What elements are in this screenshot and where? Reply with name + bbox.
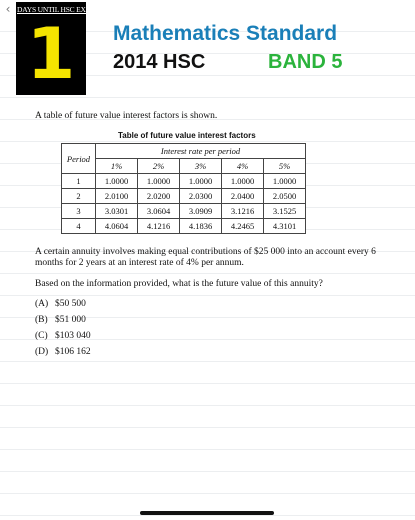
home-indicator[interactable] (140, 511, 274, 515)
exam-countdown-box (16, 2, 98, 95)
countdown-label: DAYS UNTIL HSC EXAM (17, 5, 98, 14)
rate-column-header: 3% (180, 159, 222, 174)
factor-cell: 1.0000 (180, 174, 222, 189)
table-row (62, 219, 306, 234)
factor-cell: 2.0500 (264, 189, 306, 204)
question-intro: A table of future value interest factors is shown. (35, 111, 218, 121)
option-b[interactable] (35, 315, 86, 325)
option-text: $106 162 (55, 347, 91, 357)
option-letter: (D) (35, 347, 49, 357)
rate-header: Interest rate per period (96, 144, 306, 159)
table-row (62, 174, 306, 189)
countdown-value: 1 (26, 13, 76, 95)
factor-cell: 2.0100 (96, 189, 138, 204)
rate-column-header: 1% (96, 159, 138, 174)
factor-cell: 4.1836 (180, 219, 222, 234)
factor-cell: 3.1525 (264, 204, 306, 219)
band-label: BAND 5 (268, 51, 343, 73)
table-row (62, 189, 306, 204)
option-c[interactable] (35, 331, 91, 341)
factor-cell: 1.0000 (96, 174, 138, 189)
question-prompt: Based on the information provided, what is the future value of this annuity? (35, 279, 323, 289)
period-header: Period (62, 144, 96, 174)
option-text: $50 500 (55, 299, 86, 309)
factor-cell: 1.0000 (138, 174, 180, 189)
factor-cell: 3.0909 (180, 204, 222, 219)
interest-factor-table (61, 143, 306, 234)
option-letter: (B) (35, 315, 48, 325)
rate-column-header: 2% (138, 159, 180, 174)
factor-cell: 2.0400 (222, 189, 264, 204)
factor-cell: 3.1216 (222, 204, 264, 219)
factor-cell: 2.0200 (138, 189, 180, 204)
back-chevron-icon[interactable]: ‹ (5, 2, 11, 16)
factor-cell: 1.0000 (222, 174, 264, 189)
option-letter: (C) (35, 331, 48, 341)
factor-cell: 3.0301 (96, 204, 138, 219)
option-text: $51 000 (55, 315, 86, 325)
table-caption: Table of future value interest factors (118, 131, 256, 140)
factor-cell: 1.0000 (264, 174, 306, 189)
question-scenario: A certain annuity involves making equal contributions of $25 000 into an account every 6 months for 2 years at an interest rate of 4% per annum. (35, 247, 376, 268)
period-cell: 3 (62, 204, 96, 219)
period-cell: 1 (62, 174, 96, 189)
factor-cell: 3.0604 (138, 204, 180, 219)
factor-cell: 4.1216 (138, 219, 180, 234)
option-letter: (A) (35, 299, 49, 309)
option-a[interactable] (35, 299, 86, 309)
period-cell: 4 (62, 219, 96, 234)
exam-year: 2014 HSC (113, 51, 206, 73)
factor-cell: 4.2465 (222, 219, 264, 234)
table-row (62, 204, 306, 219)
factor-cell: 4.0604 (96, 219, 138, 234)
factor-cell: 2.0300 (180, 189, 222, 204)
rate-column-header: 4% (222, 159, 264, 174)
rate-column-header: 5% (264, 159, 306, 174)
option-text: $103 040 (55, 331, 91, 341)
factor-cell: 4.3101 (264, 219, 306, 234)
period-cell: 2 (62, 189, 96, 204)
option-d[interactable] (35, 347, 91, 357)
course-title: Mathematics Standard (113, 22, 338, 45)
